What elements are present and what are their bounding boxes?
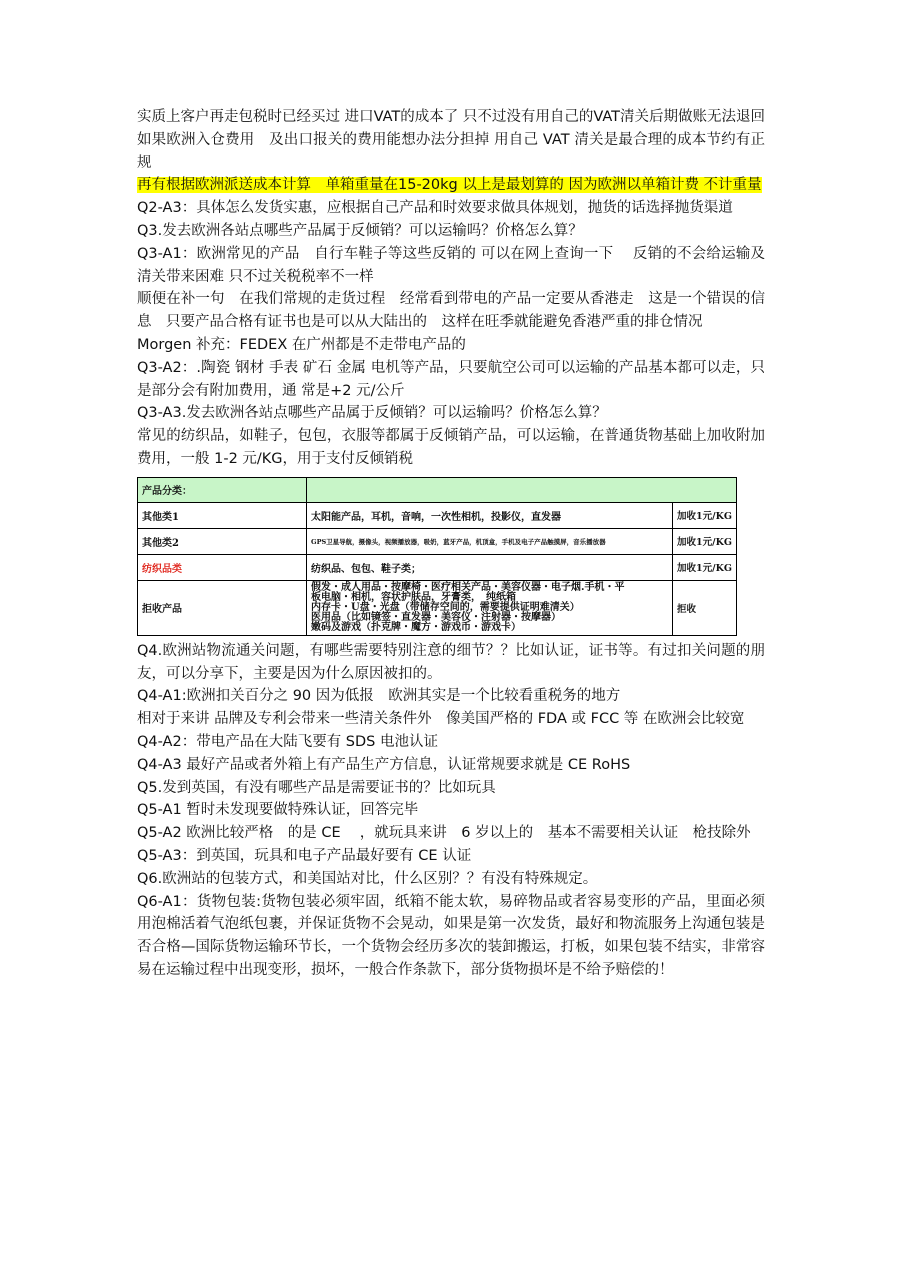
paragraph: 顺便在补一句 在我们常规的走货过程 经常看到带电的产品一定要从香港走 这是一个错误的信息 只要产品合格有证书也是可以从大陆出的 这样在旺季就能避免香港严重的排仓情况	[137, 291, 765, 331]
list-item: 假发・成人用品・按摩椅・医疗相关产品・美容仪器・电子烟.手机・平	[311, 581, 625, 593]
highlighted-paragraph: 再有根据欧洲派送成本计算 单箱重量在15-20kg 以上是最划算的 因为欧洲以单箱计费 不计重量	[137, 177, 762, 194]
table-header-empty	[307, 477, 737, 502]
paragraph: Q2-A3：具体怎么发货实惠，应根据自己产品和时效要求做具体规划，抛货的话选择抛货渠道	[137, 200, 733, 217]
paragraph: Q5-A3：到英国，玩具和电子产品最好要有 CE 认证	[137, 847, 472, 864]
table-row	[138, 528, 737, 554]
table-row	[138, 580, 737, 635]
table-header-label: 产品分类：	[138, 477, 307, 502]
items-cell: GPS卫星导航，摄像头，视频播放器，吸奶，蓝牙产品，机顶盒，手机及电子产品触摸屏，音乐播放器	[307, 528, 673, 554]
table-row	[138, 554, 737, 580]
paragraph: Q3-A2：.陶瓷 钢材 手表 矿石 金属 电机等产品，只要航空公司可以运输的产品基本都可以走，只是部分会有附加费用，通 常是+2 元/公斤	[137, 359, 765, 399]
items-list-cell	[307, 580, 673, 635]
paragraph: 常见的纺织品，如鞋子，包包，衣服等都属于反倾销产品，可以运输，在普通货物基础上加收附加费用，一般 1-2 元/KG，用于支付反倾销税	[137, 428, 765, 467]
paragraph: 实质上客户再走包税时已经买过 进口VAT的成本了 只不过没有用自己的VAT清关后期做账无法退回 如果欧洲入仓费用 及出口报关的费用能想办法分担掉 用自己 VAT 清关是最合理的成本节约有正规	[137, 109, 780, 171]
paragraph: Q4-A2：带电产品在大陆飞要有 SDS 电池认证	[137, 733, 438, 750]
document-page	[137, 106, 780, 982]
question-heading: Q6.欧洲站的包装方式，和美国站对比，什么区别？？有没有特殊规定。	[137, 870, 598, 887]
product-category-table	[137, 477, 737, 636]
items-cell: 纺织品、包包、鞋子类；	[307, 554, 673, 580]
paragraph: Q6-A1：货物包装:货物包装必须牢固，纸箱不能太软，易碎物品或者容易变形的产品，里面必须用泡棉活着气泡纸包裹，并保证货物不会晃动，如果是第一次发货，最好和物流服务上沟通包装是否合格—国际货物运输环节长，一个货物会经历多次的装卸搬运，打板，如果包装不结实，非常容易在运输过程中出现变形，损坏，一般合作条款下，部分货物损坏是不给予赔偿的！	[137, 893, 765, 978]
question-heading: Q3.发去欧洲各站点哪些产品属于反倾销？可以运输吗？价格怎么算？	[137, 222, 583, 239]
list-item: 医用品（比如镜签・直发器・美容仪・注射器・按摩器）	[311, 611, 562, 623]
category-cell: 其他类2	[138, 528, 307, 554]
category-cell: 其他类1	[138, 502, 307, 528]
list-item: 板电脑・相机，容状护肤品，牙膏类， 纯纸箱	[311, 591, 517, 603]
list-item: 嫩码及游戏（扑克牌・魔方・游戏币・游戏卡）	[311, 621, 522, 633]
question-heading: Q4.欧洲站物流通关问题，有哪些需要特别注意的细节？？比如认证，证书等。有过扣关问题的朋友，可以分享下，主要是因为什么原因被扣的。	[137, 642, 765, 682]
paragraph: Q5-A1 暂时未发现要做特殊认证，回答完毕	[137, 802, 419, 819]
paragraph: Q4-A3 最好产品或者外箱上有产品生产方信息，认证常规要求就是 CE RoHS	[137, 756, 631, 773]
paragraph: Q5-A2 欧洲比较严格 的是 CE ，就玩具来讲 6 岁以上的 基本不需要相关认证 枪技除外	[137, 825, 751, 842]
fee-cell: 加收1元/KG	[673, 554, 737, 580]
paragraph: 相对于来讲 品牌及专利会带来一些清关条件外 像美国严格的 FDA 或 FCC 等 在欧洲会比较宽	[137, 711, 745, 728]
fee-cell: 加收1元/KG	[673, 528, 737, 554]
question-heading: Q5.发到英国，有没有哪些产品是需要证书的？比如玩具	[137, 779, 496, 796]
items-cell: 太阳能产品，耳机，音响，一次性相机，投影仪，直发器	[307, 502, 673, 528]
category-cell: 拒收产品	[138, 580, 307, 635]
fee-cell: 加收1元/KG	[673, 502, 737, 528]
paragraph: Morgen 补充：FEDEX 在广州都是不走带电产品的	[137, 336, 466, 353]
question-heading: Q3-A3.发去欧洲各站点哪些产品属于反倾销？可以运输吗？价格怎么算？	[137, 405, 607, 422]
paragraph: Q3-A1：欧洲常见的产品 自行车鞋子等这些反销的 可以在网上查询一下 反销的不会给运输及清关带来困难 只不过关税税率不一样	[137, 245, 765, 285]
category-cell: 纺织品类	[138, 554, 307, 580]
paragraph: Q4-A1:欧洲扣关百分之 90 因为低报 欧洲其实是一个比较看重税务的地方	[137, 688, 621, 705]
list-item: 内存卡・U盘・光盘（带储存空间的，需要提供证明难清关）	[311, 601, 580, 613]
table-row	[138, 502, 737, 528]
table-header-row	[138, 477, 737, 502]
fee-cell: 拒收	[673, 580, 737, 635]
